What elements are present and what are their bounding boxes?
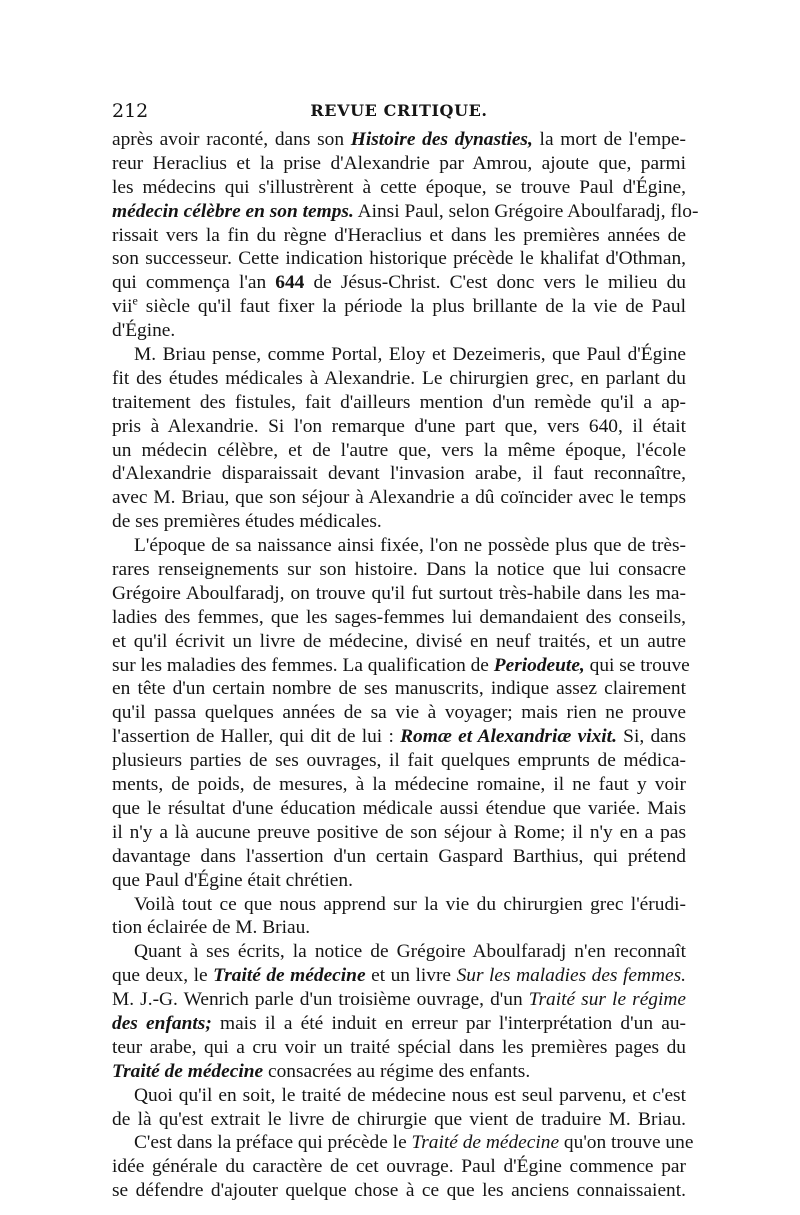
text-line [112, 916, 686, 940]
text-run: qui se trouve [584, 654, 690, 676]
text-run-ib: Traité de médecine [112, 1060, 264, 1082]
text-run: en tête d'un certain nombre de ses manuscrits, indique assez clairement [112, 678, 686, 700]
text-line [112, 247, 686, 271]
text-line [112, 1131, 694, 1155]
text-run: siècle qu'il faut fixer la période la plus brillante de la vie de Paul [137, 296, 686, 318]
text-line [112, 534, 686, 558]
text-line [112, 1155, 686, 1179]
text-line [112, 964, 686, 988]
text-line [112, 1036, 686, 1060]
text-line [112, 797, 686, 821]
text-run-b: 644 [275, 272, 305, 294]
text-run: la mort de l'empe- [532, 129, 686, 150]
text-run-i: Traité sur le régime [528, 989, 686, 1011]
text-line [112, 1084, 686, 1108]
text-line [112, 630, 686, 654]
text-run: vii [112, 296, 133, 318]
text-line [112, 558, 686, 582]
text-run-ib: Histoire des dynasties, [350, 129, 533, 150]
text-run: après avoir raconté, dans son [112, 129, 351, 150]
text-run: les médecins qui s'illustrèrent à cette époque, se trouve Paul d'Égine, [112, 176, 686, 198]
text-line [112, 200, 699, 224]
text-run: ments, de poids, de mesures, à la médecine romaine, il ne faut y voir [112, 774, 686, 796]
text-line [112, 654, 690, 678]
text-run: Grégoire Aboulfaradj, on trouve qu'il fut surtout très-habile dans les ma- [112, 582, 686, 604]
text-run: Si, dans [616, 726, 686, 748]
text-line [112, 224, 686, 248]
text-line [112, 773, 686, 797]
text-line [112, 1108, 686, 1132]
text-line [112, 128, 686, 152]
text-run: C'est dans la préface qui précède le [134, 1132, 412, 1154]
text-line [112, 462, 686, 486]
text-run: d'Égine. [112, 320, 176, 342]
text-run: Quoi qu'il en soit, le traité de médecine nous est seul parvenu, et c'est [134, 1084, 686, 1106]
text-line [112, 176, 686, 200]
text-line [112, 893, 686, 917]
text-line [112, 343, 686, 367]
text-run-i: Traité de médecine [411, 1132, 560, 1154]
text-line [112, 1060, 686, 1084]
text-run-sup: e [132, 293, 138, 308]
text-run: de là qu'est extrait le livre de chirurgie que vient de traduire M. Briau. [112, 1108, 686, 1130]
text-line [112, 271, 686, 295]
text-run: Quant à ses écrits, la notice de Grégoire Aboulfaradj n'en reconnaît [134, 941, 686, 963]
text-run: un médecin célèbre, et de l'autre que, vers la même époque, l'école [112, 439, 686, 461]
text-run: mais il a été induit en erreur par l'interprétation d'un au- [211, 1012, 686, 1034]
text-line [112, 988, 686, 1012]
text-run: consacrées au régime des enfants. [263, 1060, 531, 1082]
text-run: M. J.-G. Wenrich parle d'un troisième ouvrage, d'un [112, 989, 529, 1011]
text-run-i: Sur les maladies des femmes. [456, 965, 687, 987]
text-run: qu'il passa quelques années de sa vie à voyager; mais rien ne prouve [112, 702, 686, 724]
text-run: fit des études médicales à Alexandrie. Le chirurgien grec, en parlant du [112, 367, 686, 389]
text-line [112, 725, 686, 749]
text-line [112, 869, 686, 893]
text-line [112, 152, 686, 176]
text-line [112, 677, 686, 701]
text-line [112, 415, 686, 439]
text-run: tion éclairée de M. Briau. [112, 917, 311, 939]
text-line [112, 582, 686, 606]
text-run: d'Alexandrie disparaissait devant l'invasion arabe, il faut reconnaître, [112, 463, 686, 485]
text-line [112, 319, 686, 343]
text-run: qu'on trouve une [559, 1132, 694, 1154]
text-run: Voilà tout ce que nous apprend sur la vie du chirurgien grec l'érudi- [134, 893, 686, 915]
text-run-ib: Periodeute, [493, 654, 585, 676]
text-run-ib: Romæ et Alexandriæ vixit. [400, 726, 617, 748]
page-header [112, 98, 686, 124]
text-run: rares renseignements sur son histoire. Dans la notice que lui consacre [112, 559, 686, 581]
text-line [112, 845, 686, 869]
text-line [112, 439, 686, 463]
text-run: pris à Alexandrie. Si l'on remarque d'une part que, vers 640, il était [112, 415, 686, 437]
text-run: avec M. Briau, que son séjour à Alexandrie a dû coïncider avec le temps [112, 487, 686, 509]
text-run-ib: des enfants; [112, 1012, 212, 1034]
text-run: son successeur. Cette indication historique précède le khalifat d'Othman, [112, 248, 686, 270]
text-run: idée générale du caractère de cet ouvrage. Paul d'Égine commence par [112, 1156, 686, 1178]
text-run: il n'y a là aucune preuve positive de son séjour à Rome; il n'y en a pas [112, 821, 686, 843]
text-line [112, 606, 686, 630]
text-run: l'assertion de Haller, qui dit de lui : [112, 726, 401, 748]
text-line [112, 295, 686, 319]
text-run-ib: médecin célèbre en son temps. [112, 200, 354, 222]
text-line [112, 391, 686, 415]
text-line [112, 1012, 686, 1036]
text-line [112, 701, 686, 725]
text-run: et un livre [365, 965, 457, 987]
text-run: ladies des femmes, que les sages-femmes lui demandaient des conseils, [112, 606, 686, 628]
text-line [112, 367, 686, 391]
text-line [112, 486, 686, 510]
text-run: qui commença l'an [112, 272, 276, 294]
text-line [112, 940, 686, 964]
text-run: teur arabe, qui a cru voir un traité spécial dans les premières pages du [112, 1036, 686, 1058]
text-line [112, 821, 686, 845]
text-run: traitement des fistules, fait d'ailleurs mention d'un remède qu'il a ap- [112, 391, 686, 413]
text-line [112, 510, 686, 534]
text-run: M. Briau pense, comme Portal, Eloy et Dezeimeris, que Paul d'Égine [134, 344, 686, 366]
text-run: davantage dans l'assertion d'un certain Gaspard Barthius, qui prétend [112, 845, 686, 867]
body-text [112, 128, 699, 1203]
text-run: se défendre d'ajouter quelque chose à ce que les anciens connaissaient. [112, 1180, 686, 1202]
text-run: rissait vers la fin du règne d'Heraclius et dans les premières années de [112, 224, 686, 246]
page-number: 212 [112, 100, 149, 122]
text-run: de Jésus-Christ. C'est donc vers le milieu du [304, 272, 686, 294]
text-run: que Paul d'Égine était chrétien. [112, 869, 353, 891]
book-page [112, 98, 699, 1203]
text-run: plusieurs parties de ses ouvrages, il fait quelques emprunts de médica- [112, 750, 686, 772]
text-run: sur les maladies des femmes. La qualification de [112, 654, 494, 676]
text-run: que deux, le [112, 965, 214, 987]
running-title: REVUE CRITIQUE. [310, 101, 488, 120]
text-run: et qu'il écrivit un livre de médecine, divisé en neuf traités, et un autre [112, 630, 686, 652]
text-run-ib: Traité de médecine [213, 965, 366, 987]
text-run: que le résultat d'une éducation médicale aussi étendue que variée. Mais [112, 797, 686, 819]
text-run: L'époque de sa naissance ainsi fixée, l'on ne possède plus que de très- [134, 535, 686, 557]
text-run: Ainsi Paul, selon Grégoire Aboulfaradj, flo- [353, 200, 699, 222]
text-line [112, 749, 686, 773]
text-line [112, 1179, 686, 1203]
text-run: reur Heraclius et la prise d'Alexandrie par Amrou, ajoute que, parmi [112, 152, 686, 174]
text-run: de ses premières études médicales. [112, 511, 382, 533]
